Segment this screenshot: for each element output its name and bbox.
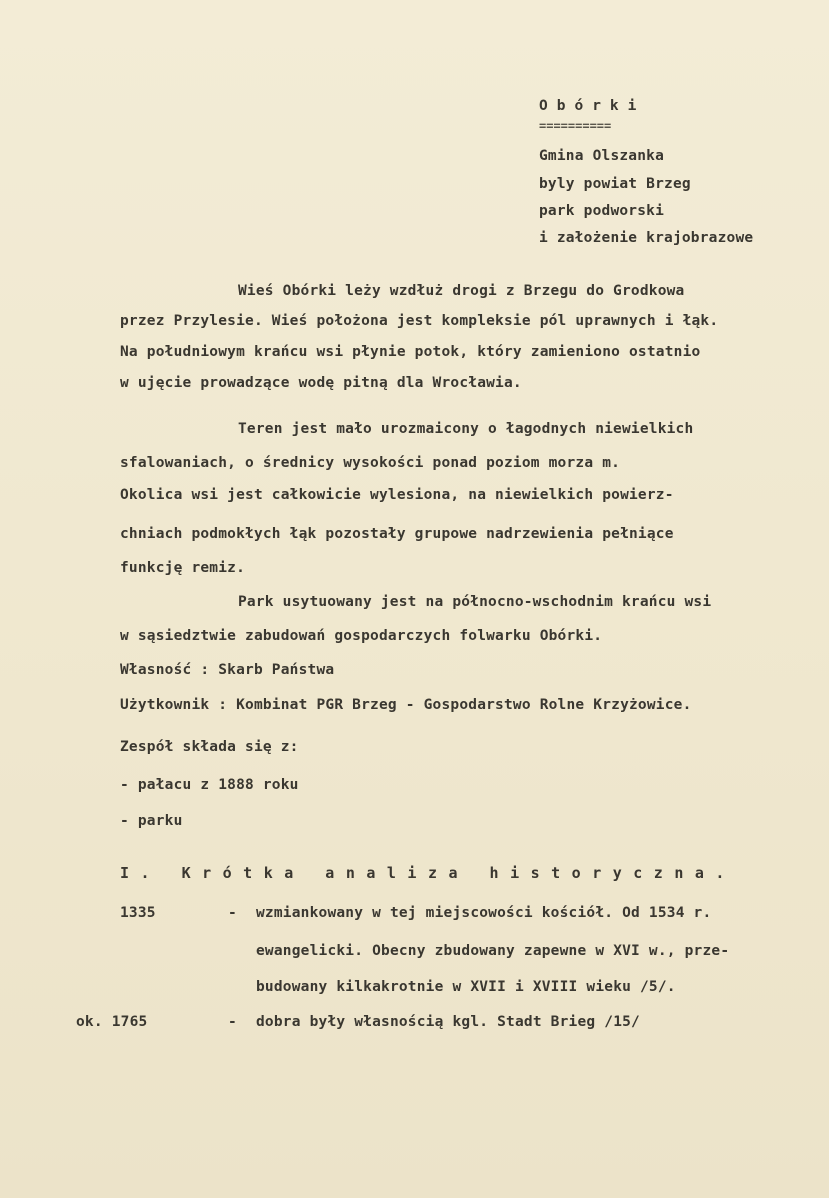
body-line: Okolica wsi jest całkowicie wylesiona, na niewielkich powierz-	[120, 487, 674, 503]
body-line: funkcję remiz.	[120, 560, 246, 576]
body-line: w sąsiedztwie zabudowań gospodarczych folwarku Obórki.	[120, 628, 603, 644]
body-line: sfalowaniach, o średnicy wysokości ponad poziom morza m.	[120, 455, 621, 471]
entry-text-line: wzmiankowany w tej miejscowości kościół. Od 1534 r.	[256, 905, 712, 921]
entry-text-line: dobra były własnością kgl. Stadt Brieg /15/	[256, 1014, 640, 1030]
entry-text-line: budowany kilkakrotnie w XVII i XVIII wieku /5/.	[256, 979, 676, 995]
entry-dash: -	[228, 905, 237, 921]
body-line: przez Przylesie. Wieś położona jest kompleksie pól uprawnych i łąk.	[120, 313, 719, 329]
entry-date: 1335	[120, 905, 156, 921]
ownership-line: Własność : Skarb Państwa	[120, 662, 335, 678]
header-line-park: park podworski	[539, 203, 665, 219]
header-line-commune: Gmina Olszanka	[539, 148, 665, 164]
complex-item-palace: - pałacu z 1888 roku	[120, 777, 299, 793]
title-underline: ==========	[539, 119, 612, 133]
body-line: Teren jest mało urozmaicony o łagodnych niewielkich	[238, 421, 694, 437]
header-line-layout: i założenie krajobrazowe	[539, 230, 754, 246]
body-line: Na południowym krańcu wsi płynie potok, który zamieniono ostatnio	[120, 344, 701, 360]
section-heading: I. Krótka analiza historyczna.	[120, 864, 736, 882]
body-line: w ujęcie prowadzące wodę pitną dla Wrocławia.	[120, 375, 522, 391]
header-line-county: byly powiat Brzeg	[539, 176, 691, 192]
body-line: Wieś Obórki leży wzdłuż drogi z Brzegu do Grodkowa	[238, 283, 685, 299]
entry-date: ok. 1765	[76, 1014, 148, 1030]
body-line: Park usytuowany jest na północno-wschodnim krańcu wsi	[238, 594, 712, 610]
entry-text-line: ewangelicki. Obecny zbudowany zapewne w XVI w., prze-	[256, 943, 730, 959]
complex-intro-line: Zespół składa się z:	[120, 739, 299, 755]
user-line: Użytkownik : Kombinat PGR Brzeg - Gospodarstwo Rolne Krzyżowice.	[120, 697, 692, 713]
entry-dash: -	[228, 1014, 237, 1030]
document-title: Obórki	[539, 98, 646, 114]
body-line: chniach podmokłych łąk pozostały grupowe nadrzewienia pełniące	[120, 526, 674, 542]
complex-item-park: - parku	[120, 813, 183, 829]
